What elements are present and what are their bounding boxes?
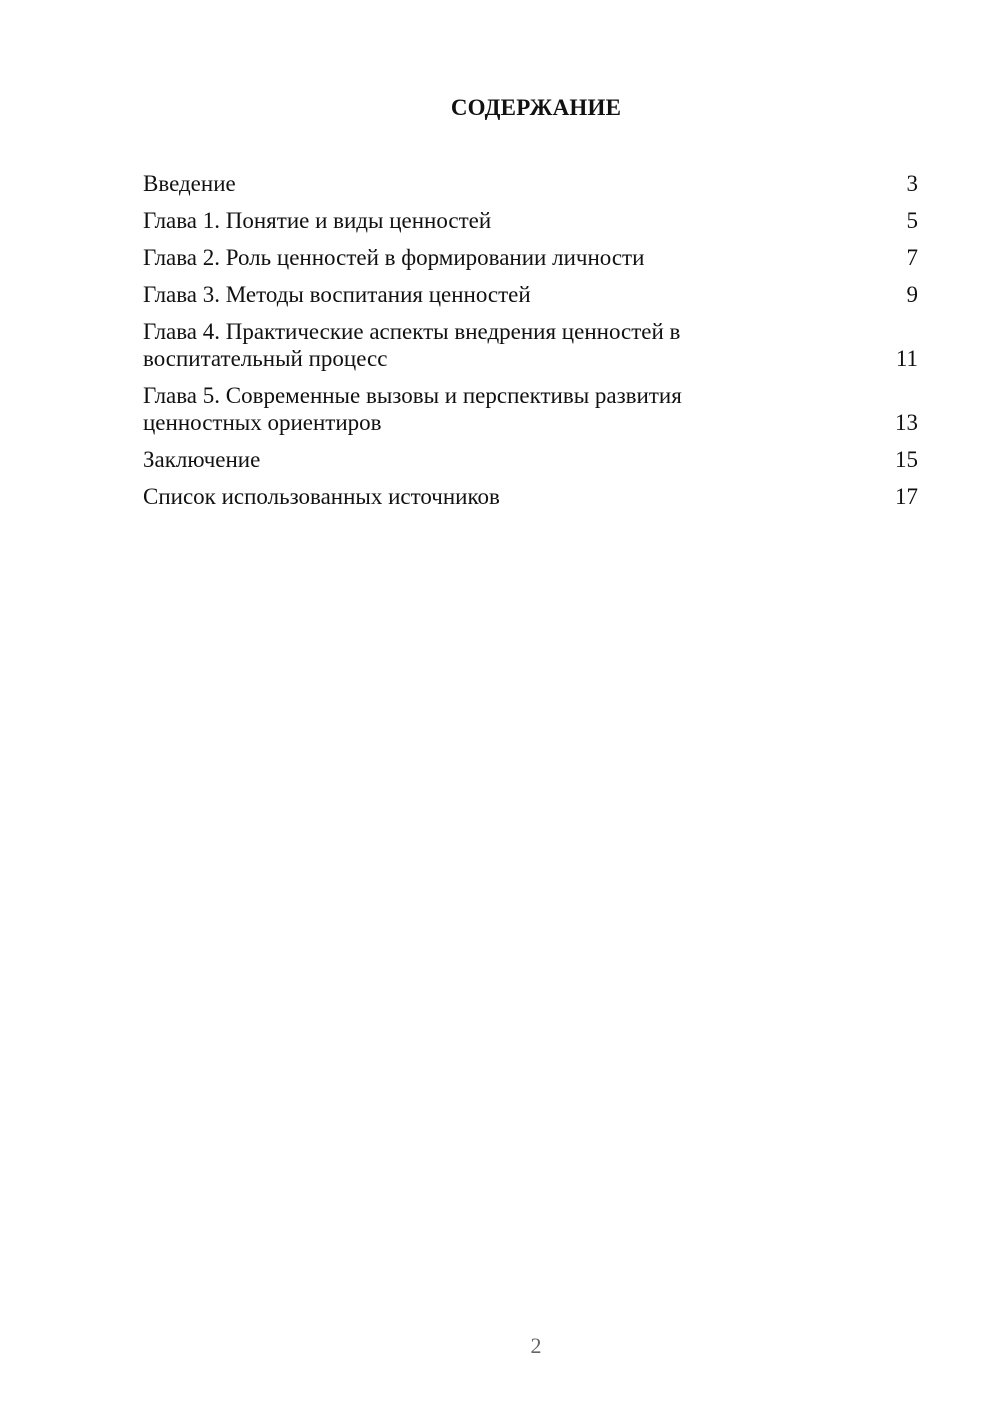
toc-item-page: 9 (906, 282, 918, 307)
toc-item-chapter-5 (143, 382, 918, 436)
toc-item-page: 15 (895, 447, 918, 472)
toc-item-label: Глава 1. Понятие и виды ценностей (143, 208, 492, 233)
toc-item-chapter-2 (143, 244, 918, 271)
toc-item-page: 5 (906, 208, 918, 233)
toc-item-conclusion (143, 446, 918, 473)
toc-item-label: Список использованных источников (143, 484, 500, 509)
toc-item-references (143, 483, 918, 510)
toc-item-label: Глава 3. Методы воспитания ценностей (143, 282, 531, 307)
page-title: СОДЕРЖАНИЕ (450, 95, 622, 120)
toc-item-label: Заключение (143, 447, 261, 472)
toc-item-chapter-4 (143, 318, 918, 372)
toc-item-label: Введение (143, 171, 236, 196)
page-number: 2 (530, 1333, 542, 1358)
toc-item-chapter-1 (143, 207, 918, 234)
toc-item-page: 3 (906, 171, 918, 196)
toc-item-page: 17 (895, 484, 918, 509)
toc-item-page: 7 (906, 245, 918, 270)
toc-item-page: 13 (895, 410, 918, 435)
toc-item-introduction (143, 170, 918, 197)
toc-item-label: Глава 5. Современные вызовы и перспективы развития ценностных ориентиров (143, 383, 682, 435)
toc-item-page: 11 (895, 346, 918, 371)
toc-item-chapter-3 (143, 281, 918, 308)
toc-item-label: Глава 4. Практические аспекты внедрения ценностей в воспитательный процесс (143, 319, 681, 371)
toc-item-label: Глава 2. Роль ценностей в формировании личности (143, 245, 645, 270)
table-of-contents (143, 170, 918, 520)
